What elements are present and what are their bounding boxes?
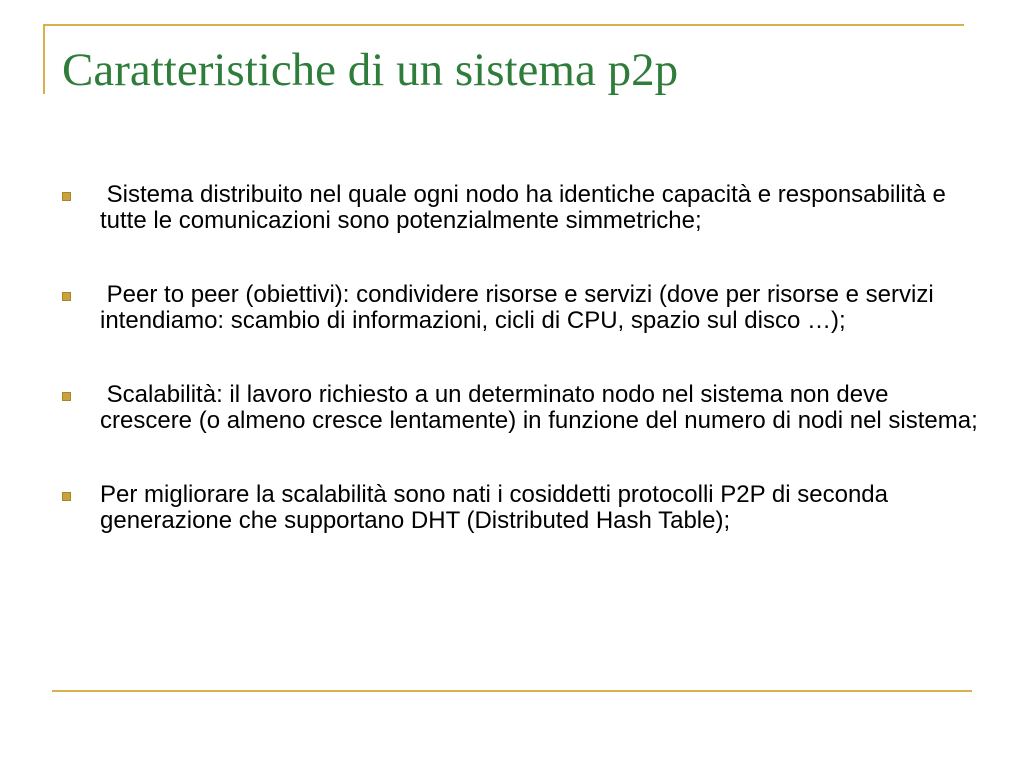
square-bullet-icon — [62, 492, 71, 501]
square-bullet-icon — [62, 192, 71, 201]
bullet-list — [62, 182, 982, 582]
square-bullet-icon — [62, 292, 71, 301]
bullet-item — [62, 282, 982, 334]
bullet-item — [62, 182, 982, 234]
left-rule — [43, 24, 45, 94]
slide-title: Caratteristiche di un sistema p2p — [62, 44, 679, 96]
bullet-text: Per migliorare la scalabilità sono nati i cosiddetti protocolli P2P di seconda generazione che supportano DHT (Distributed Hash Table); — [100, 481, 895, 534]
square-bullet-icon — [62, 392, 71, 401]
bullet-item — [62, 382, 982, 434]
bullet-text: Sistema distribuito nel quale ogni nodo ha identiche capacità e responsabilità e tutte le comunicazioni sono potenzialmente simmetriche; — [100, 181, 953, 234]
bullet-text: Scalabilità: il lavoro richiesto a un determinato nodo nel sistema non deve crescere (o almeno cresce lentamente) in funzione del numero di nodi nel sistema; — [100, 381, 978, 434]
bottom-rule — [52, 690, 972, 692]
top-rule — [43, 24, 964, 26]
bullet-item — [62, 482, 982, 534]
bullet-text: Peer to peer (obiettivi): condividere risorse e servizi (dove per risorse e servizi intendiamo: scambio di informazioni, cicli di CPU, spazio sul disco …); — [100, 281, 941, 334]
